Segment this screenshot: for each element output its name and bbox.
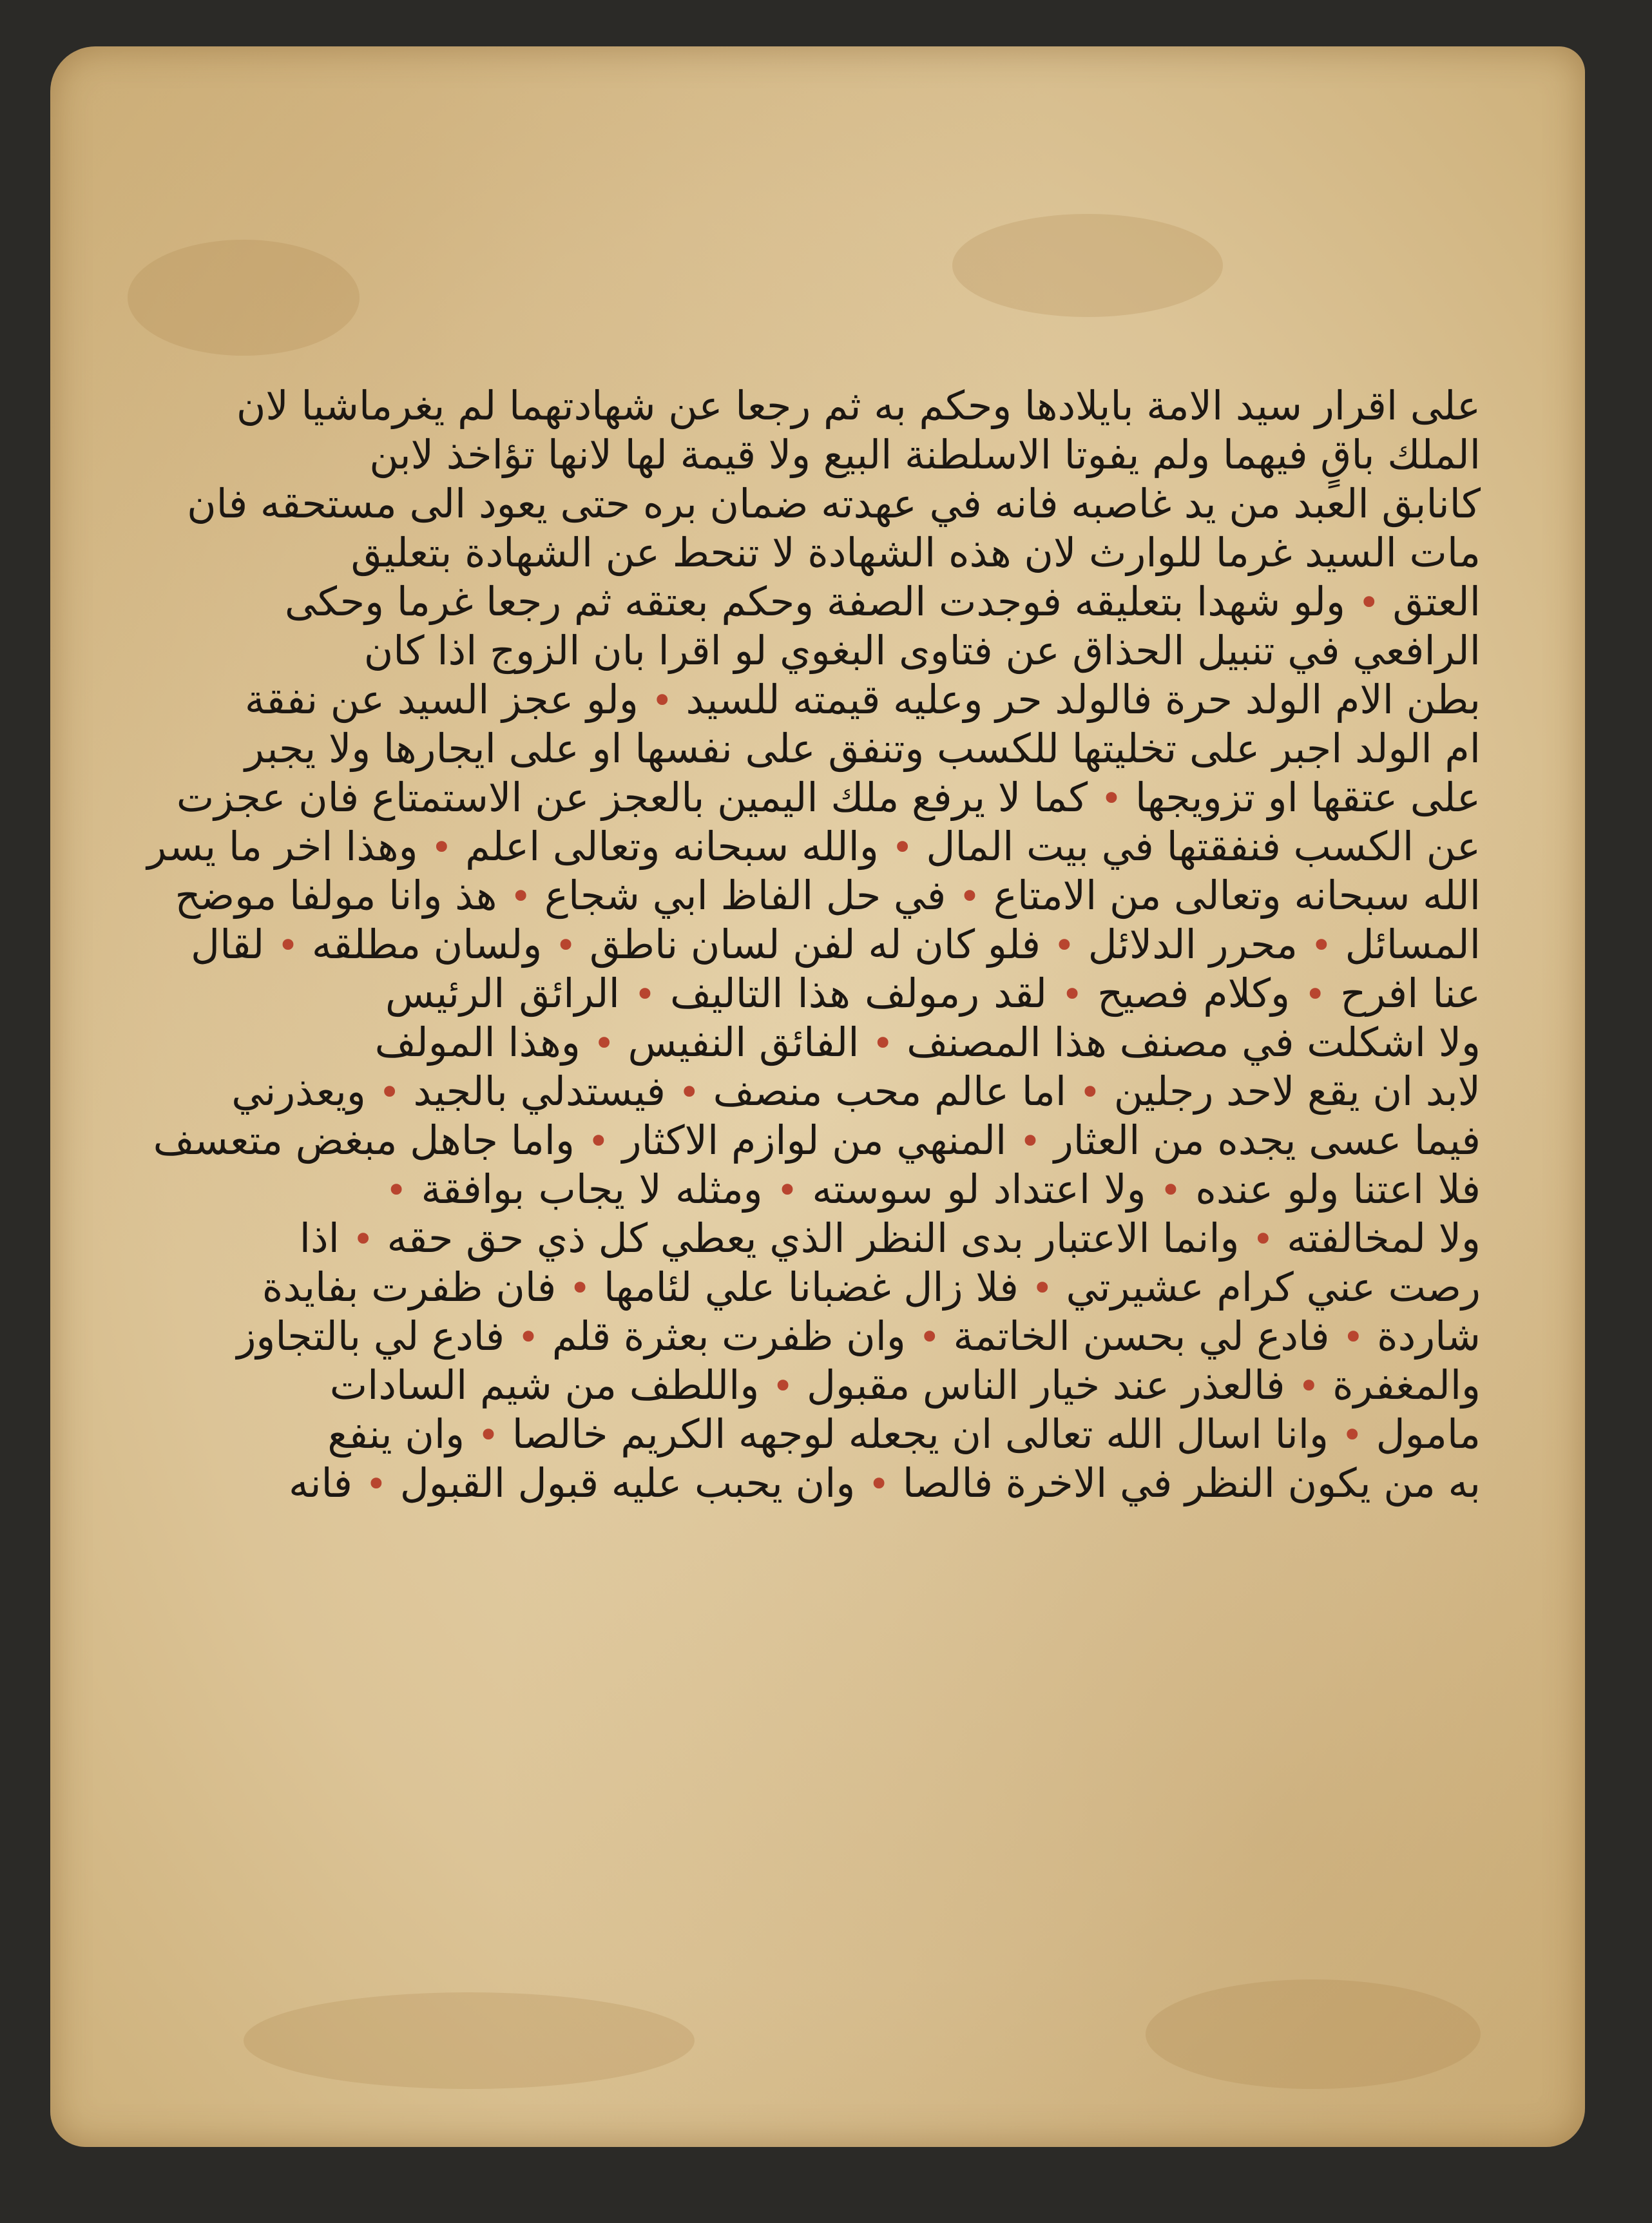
rubric-dot: • bbox=[1358, 581, 1380, 624]
manuscript-line: بطن الام الولد حرة فالولد حر وعليه قيمته للسيد • ولو عجز السيد عن نفقة bbox=[244, 676, 1481, 723]
manuscript-line: رصت عني كرام عشيرتي • فلا زال غضبانا علي لئامها • فان ظفرت بفايدة bbox=[262, 1264, 1481, 1311]
rubric-dot: • bbox=[1304, 972, 1327, 1016]
rubric-dot: • bbox=[365, 1462, 387, 1506]
water-stain bbox=[244, 1992, 695, 2089]
manuscript-line: لابد ان يقع لاحد رجلين • اما عالم محب منصف • فيستدلي بالجيد • ويعذرني bbox=[231, 1068, 1481, 1115]
manuscript-text bbox=[147, 381, 1481, 1508]
rubric-dot: • bbox=[1159, 1168, 1182, 1212]
manuscript-line: الرافعي في تنبيل الحذاق عن فتاوى البغوي لو اقرا بان الزوج اذا كان bbox=[363, 627, 1481, 674]
manuscript-line: فلا اعتنا ولو عنده • ولا اعتداد لو سوسته • ومثله لا يجاب بوافقة • bbox=[385, 1166, 1481, 1213]
rubric-dot: • bbox=[1100, 776, 1123, 820]
manuscript-line: العتق • ولو شهدا بتعليقه فوجدت الصفة وحكم بعتقه ثم رجعا غرما وحكى bbox=[284, 578, 1481, 625]
rubric-dot: • bbox=[772, 1364, 794, 1408]
rubric-dot: • bbox=[918, 1315, 941, 1359]
rubric-dot: • bbox=[385, 1168, 408, 1212]
manuscript-line: على اقرار سيد الامة بايلادها وحكم به ثم رجعا عن شهادتهما لم يغرماشيا لان bbox=[236, 382, 1481, 429]
rubric-dot: • bbox=[1053, 923, 1075, 967]
manuscript-line: ام الولد اجبر على تخليتها للكسب وتنفق على نفسها او على ايجارها ولا يجبر bbox=[245, 725, 1481, 772]
water-stain bbox=[952, 214, 1223, 317]
rubric-dot: • bbox=[555, 923, 577, 967]
rubric-dot: • bbox=[477, 1413, 500, 1457]
rubric-dot: • bbox=[568, 1266, 591, 1310]
rubric-dot: • bbox=[517, 1315, 540, 1359]
manuscript-line: كانابق العبد من يد غاصبه فانه في عهدته ضمان بره حتى يعود الى مستحقه فان bbox=[187, 480, 1481, 527]
manuscript-line: والمغفرة • فالعذر عند خيار الناس مقبول • واللطف من شيم السادات bbox=[329, 1362, 1481, 1409]
rubric-dot: • bbox=[587, 1119, 610, 1163]
rubric-dot: • bbox=[1310, 923, 1332, 967]
manuscript-line: عنا افرح • وكلام فصيح • لقد رمولف هذا التاليف • الرائق الرئيس bbox=[385, 970, 1481, 1017]
rubric-dot: • bbox=[510, 874, 532, 918]
rubric-dot: • bbox=[891, 825, 914, 869]
rubric-dot: • bbox=[872, 1021, 894, 1065]
manuscript-line: عن الكسب فنفقتها في بيت المال • والله سبحانه وتعالى اعلم • وهذا اخر ما يسر bbox=[147, 823, 1481, 870]
rubric-dot: • bbox=[1342, 1315, 1365, 1359]
manuscript-line: الملك باقٍ فيهما ولم يفوتا الاسلطنة البيع ولا قيمة لها لانها تؤاخذ لابن bbox=[369, 431, 1481, 478]
rubric-dot: • bbox=[1019, 1119, 1042, 1163]
rubric-dot: • bbox=[378, 1070, 401, 1114]
rubric-dot: • bbox=[1061, 972, 1084, 1016]
rubric-dot: • bbox=[958, 874, 981, 918]
rubric-dot: • bbox=[593, 1021, 615, 1065]
manuscript-page bbox=[50, 46, 1585, 2147]
rubric-dot: • bbox=[867, 1462, 890, 1506]
manuscript-line: المسائل • محرر الدلائل • فلو كان له لفن لسان ناطق • ولسان مطلقه • لقال bbox=[191, 921, 1481, 968]
rubric-dot: • bbox=[352, 1217, 374, 1261]
rubric-dot: • bbox=[1031, 1266, 1053, 1310]
rubric-dot: • bbox=[651, 678, 673, 722]
manuscript-line: الله سبحانه وتعالى من الامتاع • في حل الفاظ ابي شجاع • هذ وانا مولفا موضح bbox=[175, 872, 1481, 919]
manuscript-line: ولا لمخالفته • وانما الاعتبار بدى النظر الذي يعطي كل ذي حق حقه • اذا bbox=[299, 1215, 1481, 1262]
water-stain bbox=[1146, 1979, 1481, 2089]
manuscript-line: على عتقها او تزويجها • كما لا يرفع ملك اليمين بالعجز عن الاستمتاع فان عجزت bbox=[176, 774, 1481, 821]
rubric-dot: • bbox=[430, 825, 453, 869]
manuscript-line: ولا اشكلت في مصنف هذا المصنف • الفائق النفيس • وهذا المولف bbox=[374, 1019, 1481, 1066]
rubric-dot: • bbox=[776, 1168, 799, 1212]
rubric-dot: • bbox=[1298, 1364, 1320, 1408]
rubric-dot: • bbox=[678, 1070, 700, 1114]
manuscript-line: مامول • وانا اسال الله تعالى ان يجعله لوجهه الكريم خالصا • وان ينفع bbox=[327, 1410, 1481, 1458]
manuscript-line: به من يكون النظر في الاخرة فالصا • وان يحبب عليه قبول القبول • فانه bbox=[289, 1459, 1481, 1506]
manuscript-line: شاردة • فادع لي بحسن الخاتمة • وان ظفرت بعثرة قلم • فادع لي بالتجاوز bbox=[236, 1313, 1481, 1360]
rubric-dot: • bbox=[276, 923, 300, 967]
rubric-dot: • bbox=[1252, 1217, 1274, 1261]
rubric-dot: • bbox=[1341, 1413, 1363, 1457]
rubric-dot: • bbox=[633, 972, 657, 1016]
manuscript-line: فيما عسى يجده من العثار • المنهي من لوازم الاكثار • واما جاهل مبغض متعسف bbox=[153, 1117, 1481, 1164]
rubric-dot: • bbox=[1079, 1070, 1101, 1114]
manuscript-line: مات السيد غرما للوارث لان هذه الشهادة لا تنحط عن الشهادة بتعليق bbox=[351, 529, 1481, 576]
water-stain bbox=[128, 240, 360, 356]
